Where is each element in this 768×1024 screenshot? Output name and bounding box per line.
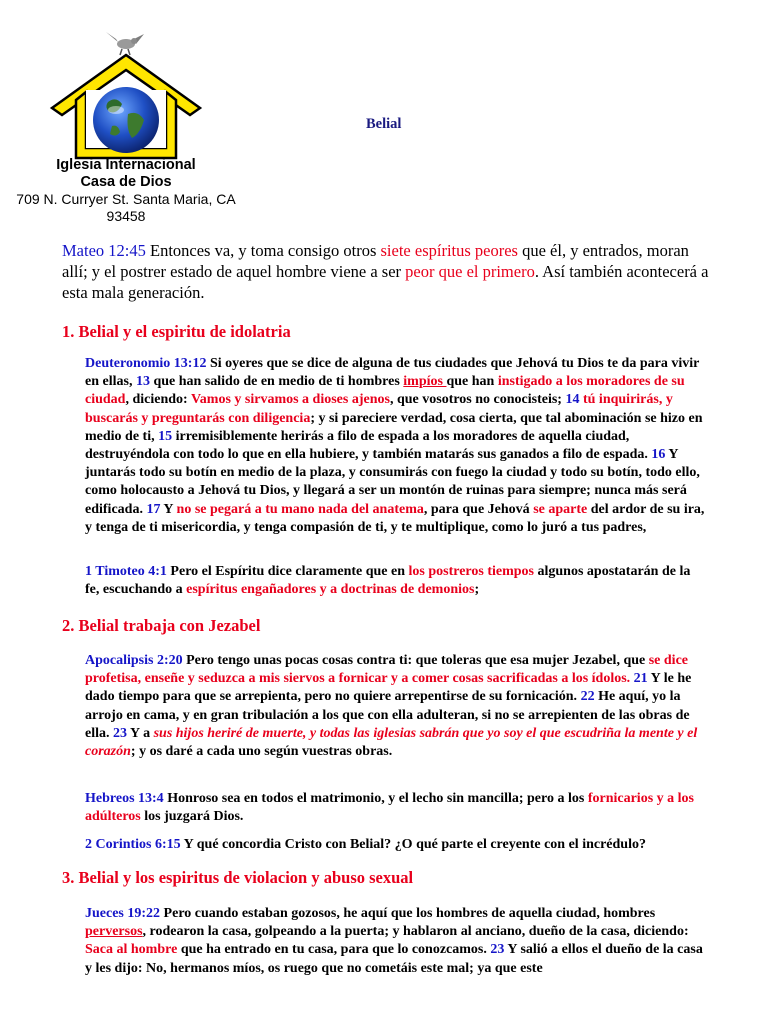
verse-paragraph: Deuteronomio 13:12 Si oyeres que se dice de alguna de tus ciudades que Jehová tu Dios te da para vivir en ellas, 13 que han salido de en medio de ti hombres impíos que han instigado a los moradores de su ciudad, diciendo: Vamos y sirvamos a dioses ajenos, que vosotros no conocisteis; 14 tú inquirirás, y buscarás y preguntarás con diligencia; y si pareciere verdad, cosa cierta, que tal abominación se hizo en medio de ti, 15 irremisiblemente herirás a filo de espada a los moradores de aquella ciudad, destruyéndola con todo lo que en ella hubiere, y también matarás sus ganados a filo de espada. 16 Y juntarás todo su botín en medio de la plaza, y consumirás con fuego la ciudad y todo su botín, todo ello, como holocausto a Jehová tu Dios, y llegará a ser un montón de ruinas para siempre; nunca más será edificada. 17 Y no se pegará a tu mano nada del anatema, para que Jehová se aparte del ardor de su ira, y tenga de ti misericordia, y tenga compasión de ti, y te multiplique, como lo juró a tus padres, — [85, 356, 705, 535]
scripture-ref[interactable]: Apocalipsis 2:20 — [85, 653, 183, 668]
dove-icon — [106, 32, 144, 55]
church-address: 709 N. Curryer St. Santa Maria, CA — [16, 191, 236, 207]
verse-paragraph: 1 Timoteo 4:1 Pero el Espíritu dice claramente que en los postreros tiempos algunos apostatarán de la fe, escuchando a espíritus engañadores y a doctrinas de demonios; — [85, 564, 691, 598]
verse-paragraph: Hebreos 13:4 Honroso sea en todos el matrimonio, y el lecho sin mancilla; pero a los fornicarios y a los adúlteros los juzgará Dios. — [85, 791, 694, 825]
house-globe-icon — [52, 55, 200, 158]
scripture-ref[interactable]: 2 Corintios 6:15 — [85, 837, 181, 852]
scripture-ref[interactable]: 1 Timoteo 4:1 — [85, 564, 167, 579]
scripture-ref[interactable]: Deuteronomio 13:12 — [85, 356, 207, 371]
section-heading-1: 1. Belial y el espiritu de idolatria — [62, 322, 291, 341]
church-name: Iglesia Internacional — [56, 157, 196, 173]
verse-paragraph: Jueces 19:22 Pero cuando estaban gozosos, he aquí que los hombres de aquella ciudad, hombres perversos, rodearon la casa, golpeando a la puerta; y hablaron al anciano, dueño de la casa, diciendo: Saca al hombre que ha entrado en tu casa, para que lo conozcamos. 23 Y salió a ellos el dueño de la casa y les dijo: No, hermanos míos, os ruego que no cometáis este mal; ya que este — [85, 906, 703, 976]
intro-verse: Mateo 12:45 Entonces va, y toma consigo otros siete espíritus peores que él, y entrados, moran allí; y el postrer estado de aquel hombre viene a ser peor que el primero. Así también acontecerá a esta mala generación. — [62, 241, 709, 302]
verse-paragraph: 2 Corintios 6:15 Y qué concordia Cristo con Belial? ¿O qué parte el creyente con el incrédulo? — [85, 837, 646, 852]
scripture-ref[interactable]: Mateo 12:45 — [62, 241, 146, 260]
page-title: Belial — [366, 116, 402, 132]
verse-paragraph: Apocalipsis 2:20 Pero tengo unas pocas cosas contra ti: que toleras que esa mujer Jezabel, que se dice profetisa, enseñe y seduzca a mis siervos a fornicar y a comer cosas sacrificadas a los ídolos. 21 Y le he dado tiempo para que se arrepienta, pero no quiere arrepentirse de su fornicación. 22 He aquí, yo la arrojo en cama, y en gran tribulación a los que con ella adulteran, si no se arrepienten de las obras de ella. 23 Y a sus hijos heriré de muerte, y todas las iglesias sabrán que yo soy el que escudriña la mente y el corazón; y os daré a cada uno según vuestras obras. — [85, 653, 698, 760]
section-heading-2: 2. Belial trabaja con Jezabel — [62, 616, 261, 635]
church-info — [0, 157, 252, 225]
scripture-ref[interactable]: Jueces 19:22 — [85, 906, 161, 921]
church-zip: 93458 — [106, 208, 146, 224]
church-name-line2: Casa de Dios — [80, 174, 172, 190]
church-logo — [46, 30, 206, 160]
scripture-ref[interactable]: Hebreos 13:4 — [85, 791, 164, 806]
section-heading-3: 3. Belial y los espiritus de violacion y abuso sexual — [62, 868, 414, 887]
